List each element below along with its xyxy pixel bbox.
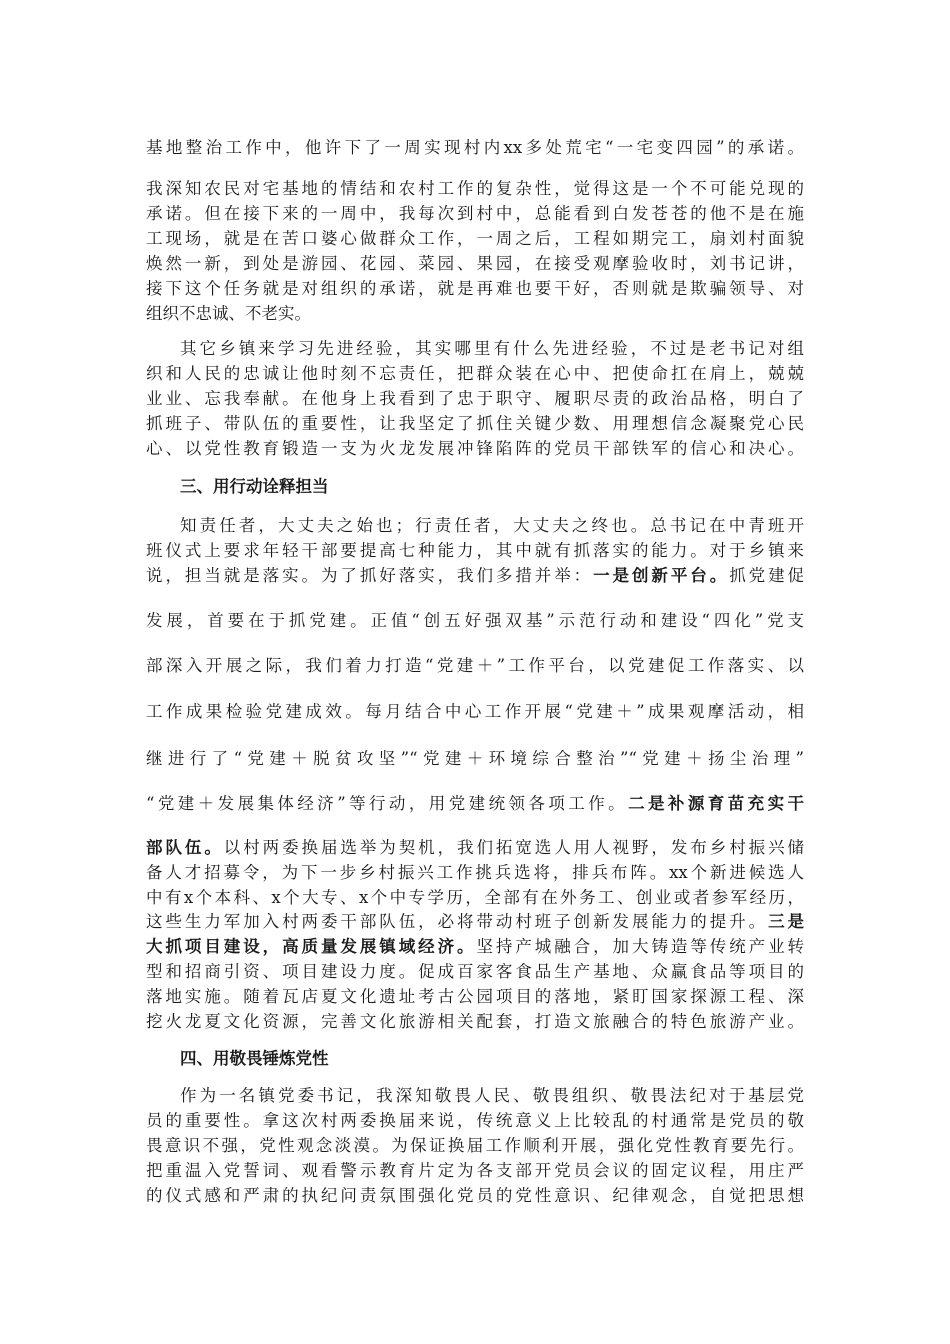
text-line: 业业、忘我奉献。在他身上我看到了忠于职守、履职尽责的政治品格，明白了 [146,389,804,408]
text-line: 发展，首要在于抓党建。正值“创五好强双基”示范行动和建设“四化”党支 [146,611,804,630]
text-line: 说，担当就是落实。为了抓好落实，我们多措并举：一是创新平台。抓党建促 [146,566,805,585]
section-heading-3: 三、用行动诠释担当 [180,477,329,496]
text-line: 基地整治工作中，他许下了一周实现村内xx多处荒宅“一宅变四园”的承诺。 [146,138,804,157]
text-line: 的仪式感和严肃的执纪问责氛围强化党员的党性意识、纪律观念，自觉把思想 [146,1186,804,1205]
text-line: 中有x个本科、x个大专、x个中专学历，全部有在外务工、创业或者参军经历， [146,888,804,907]
text-line: 抓班子、带队伍的重要性，让我坚定了抓住关键少数、用理想信念凝聚党心民 [146,414,804,433]
text-line: 工现场，就是在苦口婆心做群众工作，一周之后，工程如期完工，扇刘村面貌 [146,229,804,248]
text-line: 作为一名镇党委书记，我深知敬畏人民、敬畏组织、敬畏法纪对于基层党 [180,1086,804,1105]
text-line: 落地实施。随着瓦店夏文化遗址考古公园项目的落地，紧盯国家探源工程、深 [146,987,804,1006]
text-line: 挖火龙夏文化资源，完善文化旅游相关配套，打造文旅融合的特色旅游产业。 [146,1012,804,1031]
text-line: 组织不忠诚、不老实。 [146,304,311,323]
text-line: 这些生力军加入村两委干部队伍，必将带动村班子创新发展能力的提升。三是 [146,912,805,931]
text-line: 接下这个任务就是对组织的承诺，就是再难也要干好，否则就是欺骗领导、对 [146,279,804,298]
text-line: 畏意识不强，党性观念淡漠。为保证换届工作顺利开展，强化党性教育要先行。 [146,1136,804,1155]
text-line: 部深入开展之际，我们着力打造“党建＋”工作平台，以党建促工作落实、以 [146,656,804,675]
text-line: 焕然一新，到处是游园、花园、菜园、果园，在接受观摩验收时，刘书记讲， [146,254,804,273]
text-line: “党建＋发展集体经济”等行动，用党建统领各项工作。二是补源育苗充实干 [146,794,805,813]
text-line: 心、以党性教育锻造一支为火龙发展冲锋陷阵的党员干部铁军的信心和决心。 [146,439,804,458]
text-line: 我深知农民对宅基地的情结和农村工作的复杂性，觉得这是一个不可能兑现的 [146,179,804,198]
text-line: 工作成果检验党建成效。每月结合中心工作开展“党建＋”成果观摩活动，相 [146,702,804,721]
text-line: 知责任者，大丈夫之始也；行责任者，大丈夫之终也。总书记在中青班开 [180,516,804,535]
text-line: 承诺。但在接下来的一周中，我每次到村中，总能看到白发苍苍的他不是在施 [146,204,804,223]
text-line: 员的重要性。拿这次村两委换届来说，传统意义上比较乱的村通常是党员的敬 [146,1111,804,1130]
text-line: 型和招商引资、项目建设力度。促成百家客食品生产基地、众赢食品等项目的 [146,962,804,981]
text-line: 继进行了“党建＋脱贫攻坚”“党建＋环境综合整治”“党建＋扬尘治理” [146,749,804,768]
text-line: 部队伍。以村两委换届选举为契机，我们拓宽选人用人视野，发布乡村振兴储 [146,838,805,857]
text-line: 其它乡镇来学习先进经验，其实哪里有什么先进经验，不过是老书记对组 [180,339,804,358]
text-line: 大抓项目建设，高质量发展镇域经济。坚持产城融合，加大铸造等传统产业转 [146,937,805,956]
text-line: 班仪式上要求年轻干部要提高七种能力，其中就有抓落实的能力。对于乡镇来 [146,541,804,560]
text-line: 织和人民的忠诚让他时刻不忘责任，把群众装在心中、把使命扛在肩上，兢兢 [146,364,804,383]
text-line: 把重温入党誓词、观看警示教育片定为各支部开党员会议的固定议程，用庄严 [146,1161,804,1180]
section-heading-4: 四、用敬畏锤炼党性 [180,1049,329,1068]
text-line: 备人才招募令，为下一步乡村振兴工作挑兵选将，排兵布阵。xx个新进候选人 [146,863,804,882]
